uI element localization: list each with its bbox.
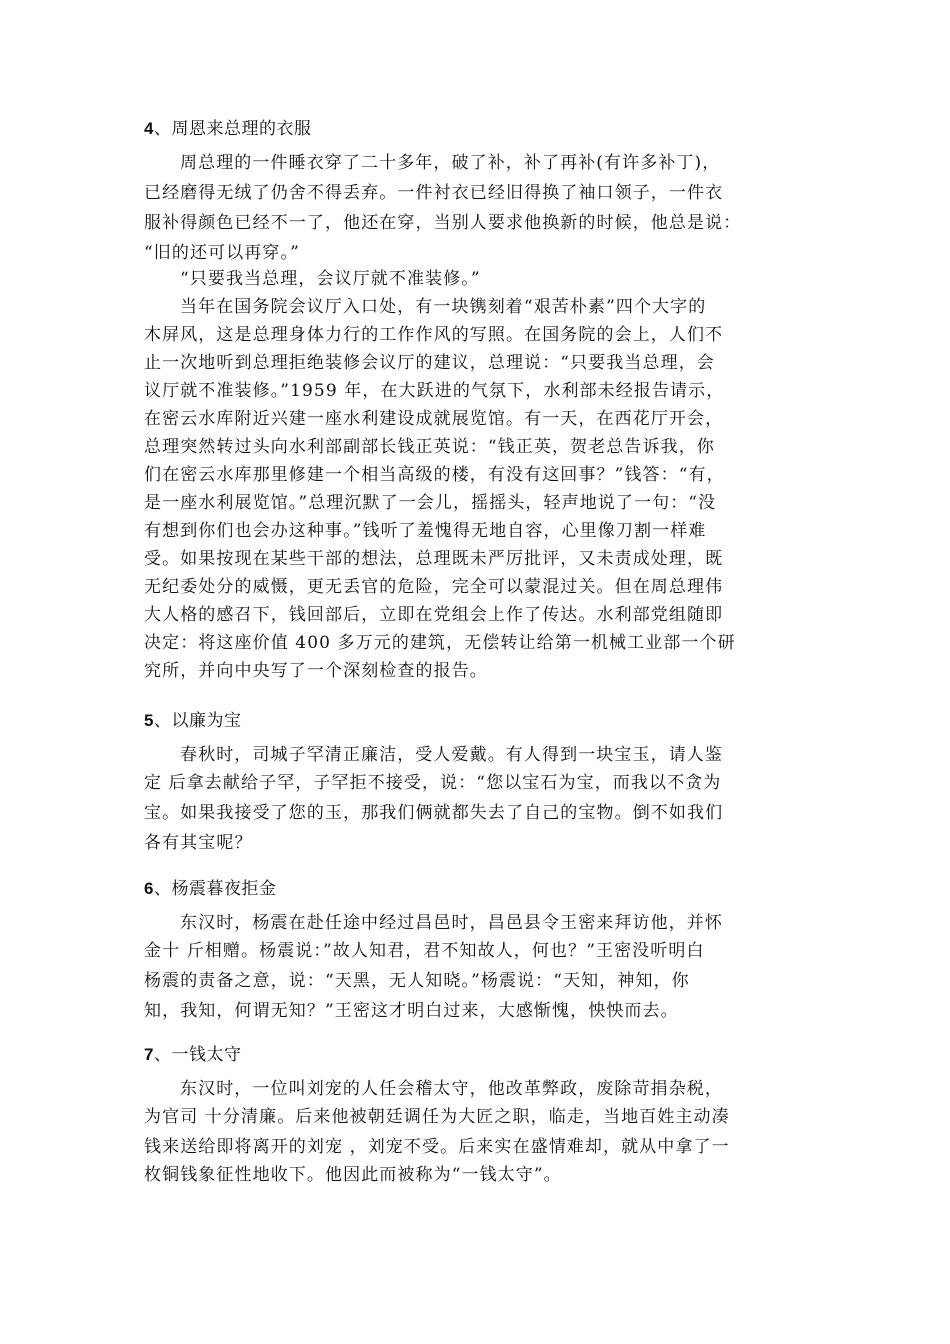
paragraph-line: 已经磨得无绒了仍舍不得丢弃。一件衬衣已经旧得换了袖口领子，一件衣	[144, 183, 724, 203]
section-heading	[144, 710, 241, 732]
paragraph-line: 定 后拿去献给子罕，子罕拒不接受，说：“您以宝石为宝，而我以不贪为	[144, 773, 722, 793]
paragraph-line: 受。如果按现在某些干部的想法，总理既未严厉批评，又未责成处理，既	[144, 549, 724, 569]
paragraph-line: 止一次地听到总理拒绝装修会议厅的建议，总理说：“只要我当总理，会	[144, 353, 715, 373]
paragraph-line: 宝。如果我接受了您的玉，那我们俩就都失去了自己的宝物。倒不如我们	[144, 803, 724, 823]
paragraph-line: 决定：将这座价值 400 多万元的建筑，无偿转让给第一机械工业部一个研	[144, 633, 736, 653]
paragraph-line: 究所，并向中央写了一个深刻检查的报告。	[144, 661, 488, 681]
section-title: 、以廉为宝	[153, 711, 242, 731]
paragraph-line: 们在密云水库那里修建一个相当高级的楼，有没有这回事？”钱答：“有，	[144, 465, 725, 485]
section-heading	[144, 878, 276, 900]
paragraph-line: 杨震的责备之意，说：“天黑，无人知晓。”杨震说：“天知，神知，你	[144, 971, 690, 991]
paragraph-line: 大人格的感召下，钱回部后，立即在党组会上作了传达。水利部党组随即	[144, 605, 724, 625]
section-title: 、一钱太守	[153, 1045, 242, 1065]
section-number: 4	[144, 119, 154, 138]
paragraph-line: 总理突然转过头向水利部副部长钱正英说：“钱正英，贺老总告诉我，你	[144, 437, 715, 457]
paragraph-line: 东汉时，一位叫刘宠的人任会稽太守，他改革弊政，废除苛捐杂税，	[180, 1079, 723, 1099]
paragraph-line: 知，我知，何谓无知？”王密这才明白过来，大感惭愧，怏怏而去。	[144, 1001, 679, 1021]
paragraph-line: 春秋时，司城子罕清正廉洁，受人爱戴。有人得到一块宝玉，请人鉴	[180, 745, 723, 765]
paragraph-line: 各有其宝呢？	[144, 833, 253, 853]
paragraph-line: 为官司 十分清廉。后来他被朝廷调任为大匠之职，临走，当地百姓主动凑	[144, 1107, 730, 1127]
section-heading	[144, 118, 311, 140]
section-title: 、杨震暮夜拒金	[153, 879, 277, 899]
paragraph-line: 木屏风，这是总理身体力行的工作作风的写照。在国务院的会上，人们不	[144, 325, 724, 345]
section-title: 、周恩来总理的衣服	[153, 119, 312, 139]
paragraph-line: 枚铜钱象征性地收下。他因此而被称为“一钱太守”。	[144, 1165, 562, 1185]
paragraph-line: “只要我当总理，会议厅就不准装修。”	[180, 269, 481, 289]
paragraph-line: 钱来送给即将离开的刘宠 ，刘宠不受。后来实在盛情难却，就从中拿了一	[144, 1137, 730, 1157]
section-number: 5	[144, 711, 154, 730]
paragraph-line: 当年在国务院会议厅入口处，有一块镌刻着“艰苦朴素”四个大字的	[180, 297, 707, 317]
paragraph-line: 是一座水利展览馆。”总理沉默了一会儿，摇摇头，轻声地说了一句：“没	[144, 493, 717, 513]
paragraph-line: 无纪委处分的威慑，更无丢官的危险，完全可以蒙混过关。但在周总理伟	[144, 577, 724, 597]
paragraph-line: 服补得颜色已经不一了，他还在穿，当别人要求他换新的时候，他总是说：	[144, 213, 742, 233]
paragraph-line: 议厅就不准装修。”1959 年，在大跃进的气氛下，水利部未经报告请示，	[144, 381, 725, 401]
paragraph-line: 在密云水库附近兴建一座水利建设成就展览馆。有一天，在西花厅开会，	[144, 409, 724, 429]
section-number: 6	[144, 879, 154, 898]
paragraph-line: 金十 斤相赠。杨震说：”故人知君，君不知故人，何也？”王密没听明白	[144, 941, 705, 961]
section-number: 7	[144, 1045, 154, 1064]
paragraph-line: 东汉时，杨震在赴任途中经过昌邑时，昌邑县令王密来拜访他，并怀	[180, 913, 723, 933]
paragraph-line: 有想到你们也会办这种事。”钱听了羞愧得无地自容，心里像刀割一样难	[144, 521, 707, 541]
section-heading	[144, 1044, 241, 1066]
paragraph-line: “旧的还可以再穿。”	[144, 243, 300, 263]
paragraph-line: 周总理的一件睡衣穿了二十多年，破了补，补了再补(有许多补丁)，	[180, 153, 721, 173]
